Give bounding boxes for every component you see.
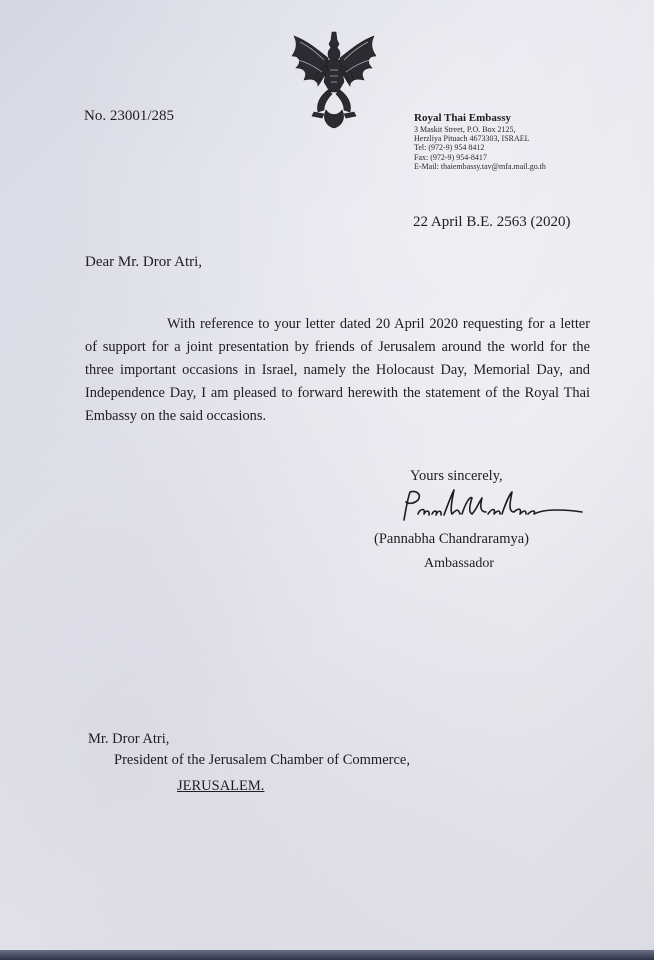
embassy-name: Royal Thai Embassy xyxy=(414,112,511,124)
telephone: Tel: (972-9) 954 8412 xyxy=(414,143,485,153)
address-line-1: 3 Maskit Street, P.O. Box 2125, xyxy=(414,125,516,134)
closing: Yours sincerely, xyxy=(410,468,503,484)
handwritten-signature xyxy=(396,484,586,528)
signer-name: (Pannabha Chandraramya) xyxy=(374,531,530,547)
signer-title: Ambassador xyxy=(424,556,494,571)
reference-number: No. 23001/285 xyxy=(84,108,174,124)
garuda-emblem-icon xyxy=(288,30,380,130)
letter-body: With reference to your letter dated 20 April 2020 requesting for a letter of support for a joint presentation by friends of Jerusalem around the world for the three important occasions in Israel, namely the Holocaust Day, Memorial Day, and Independence Day, I am pleased to forward herewith the statement of the Royal Thai Embassy on the said occasions. xyxy=(85,316,590,424)
letter-date: 22 April B.E. 2563 (2020) xyxy=(413,214,571,230)
letterhead xyxy=(414,112,546,171)
address-line-2: Herzliya Pituach 4673303, ISRAEL xyxy=(414,134,530,144)
recipient-name: Mr. Dror Atri, xyxy=(88,731,170,747)
fax: Fax: (972-9) 954-8417 xyxy=(414,152,487,162)
salutation: Dear Mr. Dror Atri, xyxy=(85,254,203,270)
monitor-bezel-edge xyxy=(0,950,654,960)
recipient-title: President of the Jerusalem Chamber of Commerce, xyxy=(114,752,410,768)
recipient-city: JERUSALEM. xyxy=(177,778,265,794)
email: E-Mail: thaiembassy.tav@mfa.mail.go.th xyxy=(414,161,546,171)
